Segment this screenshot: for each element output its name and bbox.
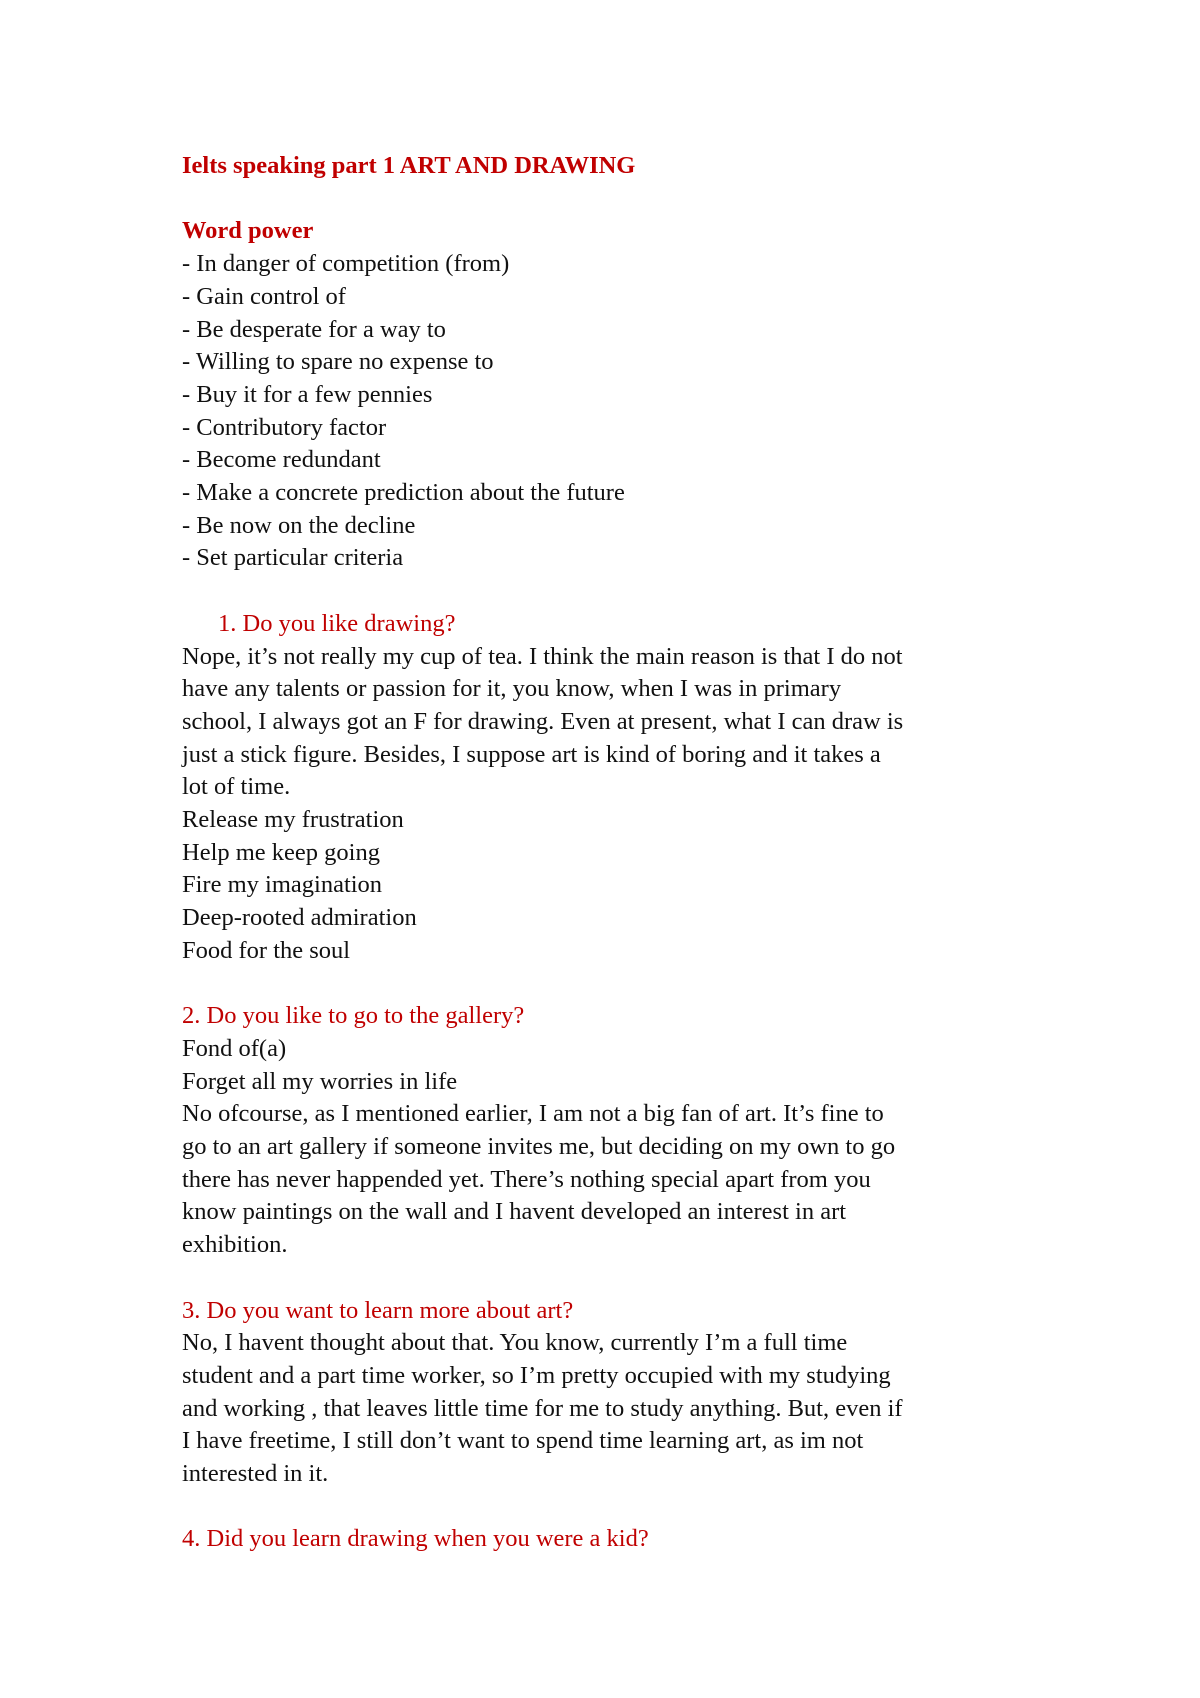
phrase-item: Fond of(a) [182,1034,287,1062]
word-power-heading: Word power [182,217,314,245]
word-power-item: - Gain control of [182,282,346,310]
document-title: Ielts speaking part 1 ART AND DRAWING [182,152,636,179]
answer-line: go to an art gallery if someone invites me, but deciding on my own to go [182,1133,896,1161]
word-power-item: - Be desperate for a way to [182,315,446,343]
phrase-item: Food for the soul [182,936,351,964]
question-1-heading: 1. Do you like drawing? [218,609,456,637]
phrase-item: Fire my imagination [182,871,383,899]
answer-line: there has never happended yet. There’s nothing special apart from you [182,1165,871,1193]
spacer [182,1491,1082,1524]
phrase-item: Release my frustration [182,806,404,834]
answer-line: student and a part time worker, so I’m pretty occupied with my studying [182,1361,891,1389]
answer-line: just a stick figure. Besides, I suppose art is kind of boring and it takes a [182,740,881,768]
word-power-item: - Be now on the decline [182,511,416,539]
phrase-item: Help me keep going [182,838,380,866]
word-power-item: - Contributory factor [182,413,387,441]
word-power-list [182,248,1082,575]
answer-line: I have freetime, I still don’t want to spend time learning art, as im not [182,1427,864,1455]
question-2-answer [182,1098,1082,1262]
word-power-item: - Become redundant [182,446,381,474]
spacer [182,183,1082,216]
answer-line: have any talents or passion for it, you know, when I was in primary [182,675,842,703]
word-power-item: - Willing to spare no expense to [182,348,494,376]
question-3-heading: 3. Do you want to learn more about art? [182,1296,574,1324]
answer-line: know paintings on the wall and I havent developed an interest in art [182,1198,847,1226]
question-1-phrases [182,804,1082,968]
phrase-item: Forget all my worries in life [182,1067,458,1095]
question-1-answer [182,641,1082,805]
answer-line: and working , that leaves little time for me to study anything. But, even if [182,1394,903,1422]
word-power-item: - Set particular criteria [182,544,404,572]
answer-line: school, I always got an F for drawing. Even at present, what I can draw is [182,707,904,735]
answer-line: No ofcourse, as I mentioned earlier, I am not a big fan of art. It’s fine to [182,1100,884,1128]
spacer [182,575,1082,608]
word-power-item: - Make a concrete prediction about the future [182,479,625,507]
spacer [182,968,1082,1001]
document-page [182,150,1082,1556]
question-4-heading: 4. Did you learn drawing when you were a kid? [182,1525,649,1553]
question-3-answer [182,1327,1082,1491]
answer-line: lot of time. [182,773,291,801]
word-power-item: - In danger of competition (from) [182,250,510,278]
question-2-heading: 2. Do you like to go to the gallery? [182,1002,525,1030]
answer-line: Nope, it’s not really my cup of tea. I think the main reason is that I do not [182,642,903,670]
answer-line: No, I havent thought about that. You know, currently I’m a full time [182,1329,848,1357]
answer-line: exhibition. [182,1231,288,1259]
question-2-phrases [182,1033,1082,1098]
spacer [182,1262,1082,1295]
word-power-item: - Buy it for a few pennies [182,380,433,408]
answer-line: interested in it. [182,1460,329,1488]
phrase-item: Deep-rooted admiration [182,904,417,932]
